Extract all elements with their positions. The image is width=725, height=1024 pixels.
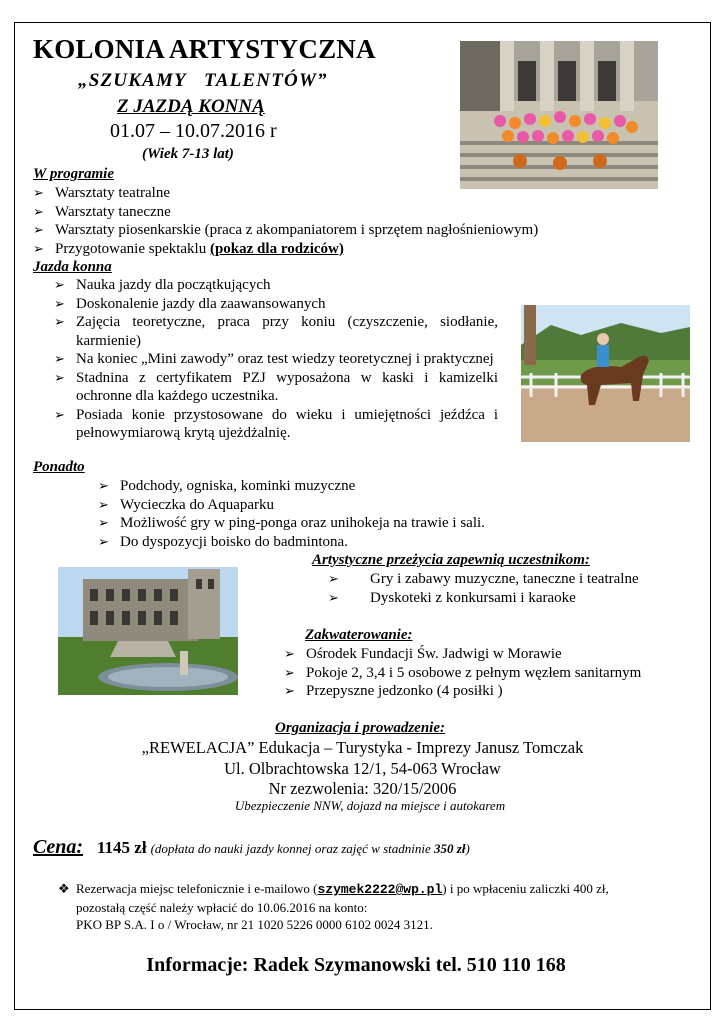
list-item: ➢ Warsztaty teatralne — [33, 185, 170, 201]
arrow-bullet-icon: ➢ — [33, 203, 44, 219]
additionally-list — [98, 477, 518, 551]
artistic-list — [328, 570, 678, 607]
camp-dates: 01.07 – 10.07.2016 r — [110, 120, 277, 142]
riding-heading: Jazda konna — [33, 259, 112, 275]
poster-subtitle: „SZUKAMY TALENTÓW” — [78, 70, 328, 91]
arrow-bullet-icon: ➢ — [98, 496, 109, 512]
price-line — [33, 836, 470, 859]
price-label: Cena: — [33, 836, 83, 858]
list-item: ➢ Do dyspozycji boisko do badmintona. — [98, 533, 348, 550]
list-item: ➢ Możliwość gry w ping-ponga oraz unihokeja na trawie i sali. — [98, 515, 485, 531]
program-list — [33, 184, 593, 258]
arrow-bullet-icon: ➢ — [54, 277, 65, 292]
reservation-line-2: pozostałą część należy wpłacić do 10.06.2016 na konto: — [76, 899, 368, 915]
organizer-name: „REWELACJA” Edukacja – Turystyka - Imprezy Janusz Tomczak — [141, 738, 584, 757]
arrow-bullet-icon: ➢ — [33, 222, 44, 237]
accommodation-heading: Zakwaterowanie: — [305, 627, 413, 643]
poster-title: KOLONIA ARTYSTYCZNA — [33, 34, 376, 64]
poster-subtitle-riding: Z JAZDĄ KONNĄ — [117, 96, 265, 117]
riding-list — [54, 276, 498, 443]
artistic-heading: Artystyczne przeżycia zapewnią uczestnikom: — [312, 552, 590, 568]
diamond-bullet-icon: ❖ — [58, 881, 70, 896]
reservation-block — [58, 880, 698, 934]
price-value: 1145 zł — [97, 838, 147, 857]
organizer-address: Ul. Olbrachtowska 12/1, 54-063 Wrocław — [224, 759, 501, 778]
arrow-bullet-icon: ➢ — [33, 185, 44, 200]
arrow-bullet-icon: ➢ — [54, 369, 65, 385]
list-item: ➢ Przepyszne jedzonko (4 posiłki ) — [284, 683, 503, 699]
reservation-email-link[interactable]: szymek2222@wp.pl — [317, 882, 443, 897]
reservation-line-1: ❖ Rezerwacja miejsc telefonicznie i e-mailowo (szymek2222@wp.pl) i po wpłaceniu zaliczki 400 zł, — [58, 881, 609, 897]
list-item: ➢ Gry i zabawy muzyczne, taneczne i teatralne — [328, 571, 639, 587]
arrow-bullet-icon: ➢ — [54, 351, 65, 366]
arrow-bullet-icon: ➢ — [54, 295, 65, 311]
list-item: ➢ Doskonalenie jazdy dla zaawansowanych — [54, 295, 326, 312]
arrow-bullet-icon: ➢ — [54, 406, 65, 422]
additionally-heading: Ponadto — [33, 459, 85, 475]
list-item: ➢ Posiada konie przystosowane do wieku i umiejętności jeźdźca i pełnowymiarową krytą ujeżdżalnię. — [54, 406, 498, 441]
arrow-bullet-icon: ➢ — [98, 478, 109, 493]
list-item: ➢ Zajęcia teoretyczne, praca przy koniu (czyszczenie, siodłanie, karmienie) — [54, 314, 498, 349]
arrow-bullet-icon: ➢ — [284, 683, 295, 698]
list-item: ➢ Warsztaty taneczne — [33, 203, 171, 220]
list-item: ➢ Nauka jazdy dla początkujących — [54, 277, 271, 293]
list-item: ➢ Podchody, ogniska, kominki muzyczne — [98, 478, 356, 494]
list-item: ➢ Warsztaty piosenkarskie (praca z akompaniatorem i sprzętem nagłośnieniowym) — [33, 222, 539, 238]
list-item: ➢ Ośrodek Fundacji Św. Jadwigi w Morawie — [284, 646, 562, 662]
age-range: (Wiek 7-13 lat) — [142, 146, 234, 162]
palace-photo — [58, 567, 238, 695]
arrow-bullet-icon: ➢ — [98, 515, 109, 530]
arrow-bullet-icon: ➢ — [284, 646, 295, 661]
arrow-bullet-icon: ➢ — [284, 664, 295, 680]
list-item: ➢ Stadnina z certyfikatem PZJ wyposażona w kaski i kamizelki ochronne dla każdego uczestnika. — [54, 369, 498, 404]
organizer-permit: Nr zezwolenia: 320/15/2006 — [268, 779, 457, 798]
price-note: (dopłata do nauki jazdy konnej oraz zajęć w stadninie 350 zł) — [150, 841, 470, 856]
list-item: ➢ Przygotowanie spektaklu (pokaz dla rodziców) — [33, 240, 344, 257]
arrow-bullet-icon: ➢ — [54, 314, 65, 329]
list-item: ➢ Pokoje 2, 3,4 i 5 osobowe z pełnym węzłem sanitarnym — [284, 664, 642, 681]
list-item: ➢ Dyskoteki z konkursami i karaoke — [328, 589, 576, 606]
arrow-bullet-icon: ➢ — [328, 571, 339, 586]
list-item: ➢ Wycieczka do Aquaparku — [98, 496, 275, 513]
list-item: ➢ Na koniec „Mini zawody” oraz test wiedzy teoretycznej i praktycznej — [54, 351, 494, 367]
program-heading: W programie — [33, 166, 114, 182]
program-emphasis: (pokaz dla rodziców) — [209, 240, 344, 257]
arrow-bullet-icon: ➢ — [98, 533, 109, 549]
reservation-line-3: PKO BP S.A. I o / Wrocław, nr 21 1020 5226 0000 6102 0024 3121. — [76, 917, 433, 932]
arrow-bullet-icon: ➢ — [328, 589, 339, 605]
horse-photo — [521, 305, 690, 442]
organizer-insurance: Ubezpieczenie NNW, dojazd na miejsce i autokarem — [234, 798, 506, 813]
organizer-heading: Organizacja i prowadzenie: — [274, 720, 445, 736]
arrow-bullet-icon: ➢ — [33, 240, 44, 256]
contact-info: Informacje: Radek Szymanowski tel. 510 110 168 — [146, 954, 566, 976]
accommodation-list — [284, 645, 684, 701]
group-photo — [460, 41, 658, 189]
